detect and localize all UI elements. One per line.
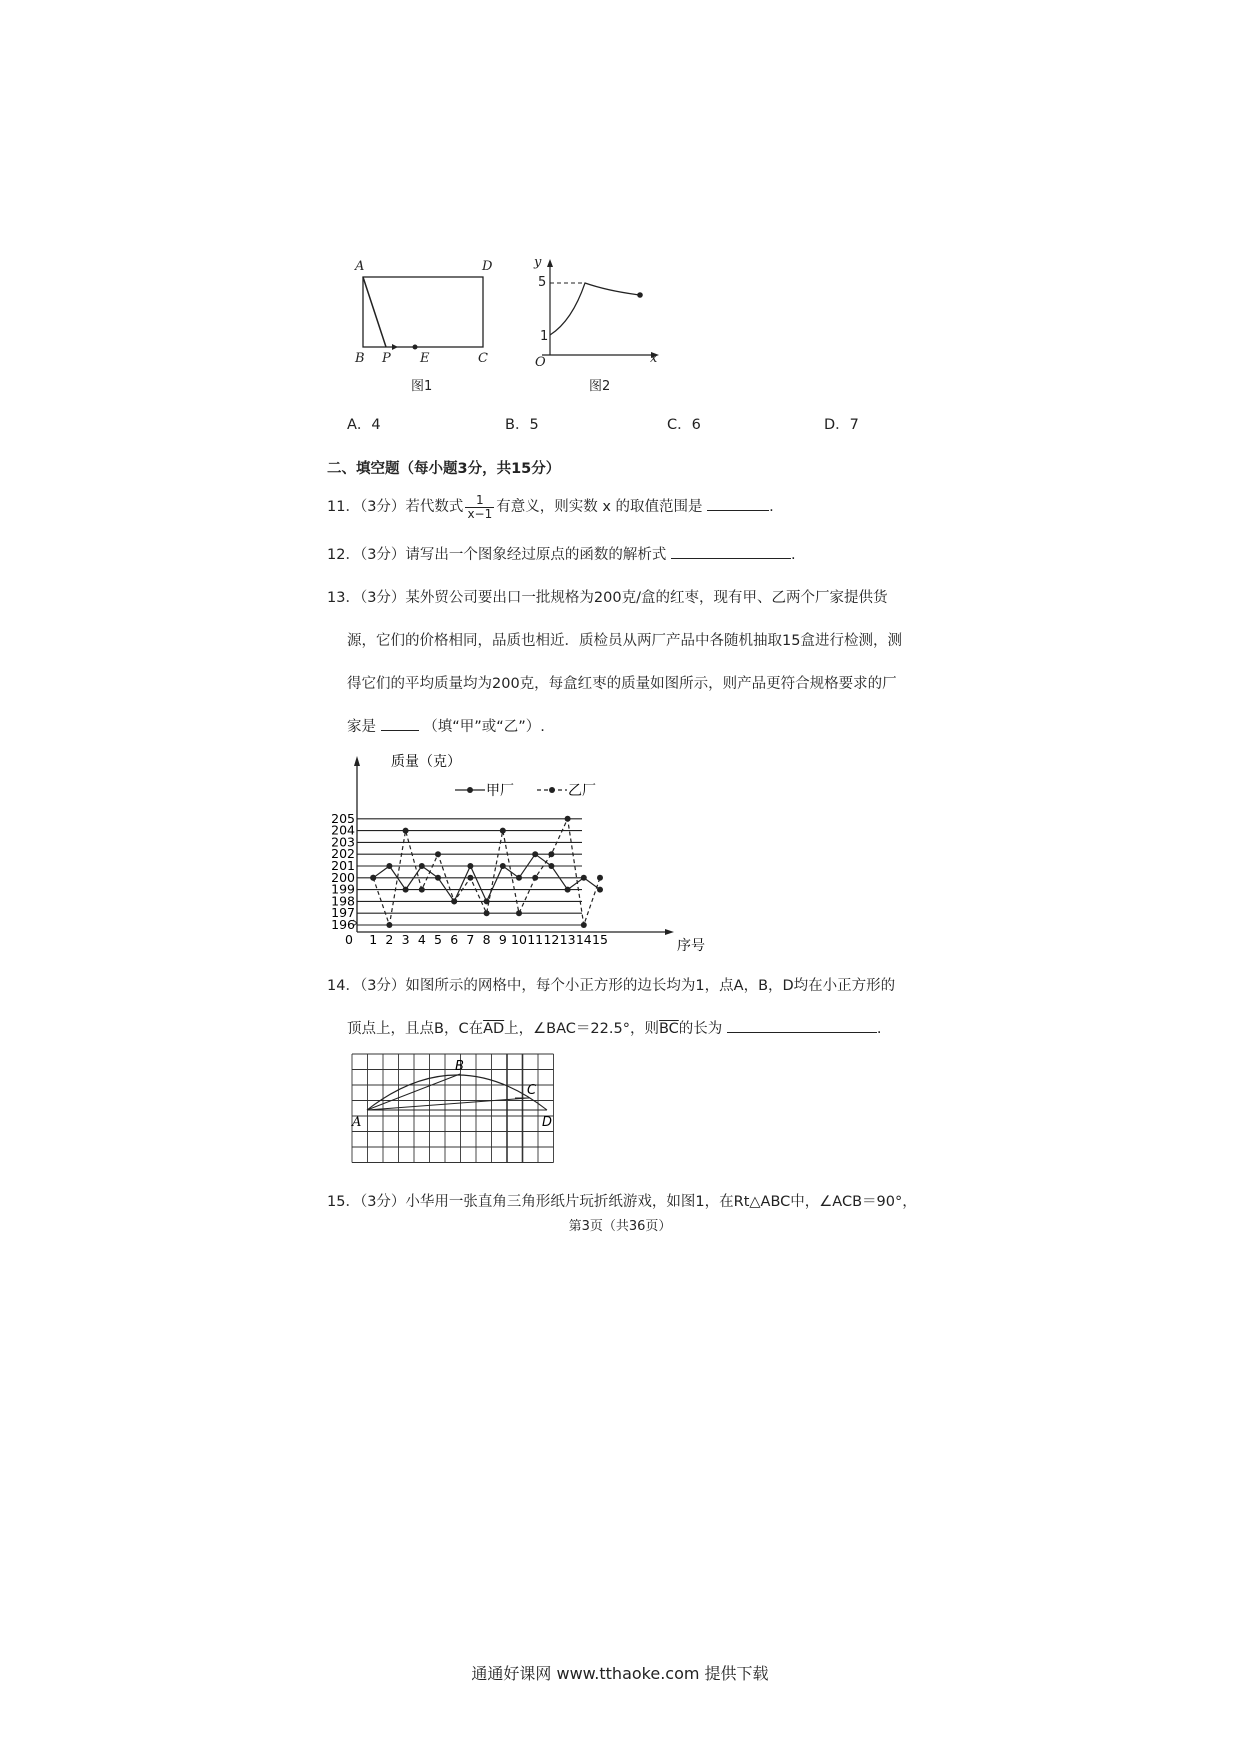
legend-label: 乙厂 xyxy=(568,783,596,799)
data-point xyxy=(419,863,425,869)
data-point xyxy=(403,828,409,834)
grid-label-a: A xyxy=(352,1115,362,1130)
q14-line-1: 14．（3分）如图所示的网格中，每个小正方形的边长均为1，点A，B，D均在小正方形的 xyxy=(327,978,896,994)
data-point xyxy=(451,898,457,904)
grid-label-d: D xyxy=(542,1115,553,1130)
grid-label-c: C xyxy=(527,1083,537,1098)
q14-line-2-prefix: 顶点上，且点B，C在 xyxy=(347,1021,484,1037)
label-a: A xyxy=(355,259,365,274)
y-tick-label: 202 xyxy=(331,846,355,862)
question-12 xyxy=(327,543,796,564)
y-axis-arrow xyxy=(354,756,360,766)
q11-denominator: x−1 xyxy=(467,506,493,521)
chart-legend xyxy=(455,783,596,799)
data-point xyxy=(403,887,409,893)
axis-label-y: y xyxy=(534,255,542,270)
q11-prefix: 11．（3分）若代数式 xyxy=(327,499,464,515)
x-tick-label: 6 xyxy=(450,932,459,947)
y-tick-label: 199 xyxy=(331,881,355,897)
series-line-yi xyxy=(373,819,600,925)
figure-2 xyxy=(520,255,670,365)
option-c: C．6 xyxy=(667,417,701,433)
x-tick-label: 13 xyxy=(559,932,576,947)
chart-y-axis-label: 质量（克） xyxy=(391,754,461,770)
page-number: 第3页（共36页） xyxy=(568,1219,672,1234)
data-point xyxy=(386,922,392,928)
label-c: C xyxy=(478,351,488,366)
label-d: D xyxy=(482,259,493,274)
q13-line-4-prefix: 家是 xyxy=(347,719,376,735)
data-point xyxy=(516,910,522,916)
grid-label-b: B xyxy=(455,1059,464,1074)
option-d: D．7 xyxy=(824,417,859,433)
y-tick-label: 198 xyxy=(331,893,355,909)
figure-1-caption: 图1 xyxy=(411,379,433,394)
q11-numerator: 1 xyxy=(465,494,494,508)
y-tick-label: 196 xyxy=(331,917,355,932)
x-tick-label: 12 xyxy=(543,932,560,947)
q11-end: . xyxy=(769,499,774,515)
segment-ac xyxy=(367,1098,528,1110)
function-curve xyxy=(550,283,640,335)
q15-text: 15．（3分）小华用一张直角三角形纸片玩折纸游戏，如图1，在Rt△ABC中，∠ACB＝90°， xyxy=(327,1194,917,1210)
arrow-head xyxy=(392,344,398,350)
q14-line-2-suffix: 的长为 xyxy=(678,1021,723,1037)
data-point xyxy=(484,910,490,916)
axis-label-x: x xyxy=(650,351,658,366)
grid-figure xyxy=(350,1052,562,1168)
origin-label: O xyxy=(535,355,546,370)
x-axis-arrow xyxy=(665,929,674,935)
data-point xyxy=(532,851,538,857)
x-tick-label: 14 xyxy=(575,932,592,947)
x-tick-label: 1 xyxy=(369,932,378,947)
y-tick-label: 204 xyxy=(331,822,355,838)
x-tick-label: 3 xyxy=(401,932,410,947)
y-tick-label: 201 xyxy=(331,858,355,873)
q12-text: 12．（3分）请写出一个图象经过原点的函数的解析式 xyxy=(327,547,667,563)
q14-line-2 xyxy=(347,1017,882,1038)
mass-chart xyxy=(331,748,725,958)
curve-endpoint xyxy=(637,292,643,298)
y-tick-1: 1 xyxy=(540,329,549,344)
y-tick-label: 205 xyxy=(331,810,355,826)
y-tick-5: 5 xyxy=(538,275,547,290)
data-point xyxy=(565,816,571,822)
arc-ad: $\overline{AD}$ xyxy=(483,1021,505,1037)
q13-line-4 xyxy=(347,715,545,736)
data-point xyxy=(435,851,441,857)
legend-marker xyxy=(467,787,473,793)
x-tick-label: 0 xyxy=(345,932,353,947)
figure-1 xyxy=(350,258,500,366)
data-point xyxy=(435,875,441,881)
q11-answer-blank[interactable] xyxy=(707,496,769,511)
arc-bc: $\overline{BC}$ xyxy=(658,1021,679,1037)
figure-2-caption: 图2 xyxy=(589,379,611,394)
data-point xyxy=(597,887,603,893)
x-tick-label: 11 xyxy=(527,932,544,947)
point-e xyxy=(413,345,418,350)
q14-line-2-mid: 上，∠BAC＝22.5°，则 xyxy=(504,1021,659,1037)
data-point xyxy=(548,863,554,869)
label-e: E xyxy=(420,351,430,366)
option-b: B．5 xyxy=(505,417,539,433)
x-tick-label: 15 xyxy=(592,932,608,947)
option-a: A．4 xyxy=(347,417,381,433)
data-point xyxy=(516,875,522,881)
data-point xyxy=(532,875,538,881)
legend-marker xyxy=(549,787,555,793)
data-point xyxy=(467,875,473,881)
data-point xyxy=(548,851,554,857)
legend-label: 甲厂 xyxy=(486,783,514,799)
q13-line-1: 13．（3分）某外贸公司要出口一批规格为200克/盒的红枣，现有甲、乙两个厂家提供货 xyxy=(327,590,888,606)
data-point xyxy=(467,863,473,869)
label-p: P xyxy=(382,351,391,366)
chart-x-axis-label: 序号 xyxy=(677,938,705,954)
data-point xyxy=(370,875,376,881)
x-tick-label: 9 xyxy=(498,932,507,947)
x-tick-label: 5 xyxy=(434,932,442,947)
y-tick-label: 197 xyxy=(331,905,355,921)
q14-end: . xyxy=(876,1021,882,1037)
q13-line-4-suffix: （填“甲”或“乙”）. xyxy=(423,719,545,735)
x-tick-label: 8 xyxy=(482,932,491,947)
x-tick-label: 2 xyxy=(385,932,394,947)
question-11 xyxy=(327,490,774,524)
data-point xyxy=(565,887,571,893)
q13-line-2: 源，它们的价格相同，品质也相近．质检员从两厂产品中各随机抽取15盒进行检测，测 xyxy=(347,633,902,649)
x-tick-label: 7 xyxy=(466,932,475,947)
x-tick-label: 10 xyxy=(511,932,527,947)
footer-text: 通通好课网 www.tthaoke.com 提供下载 xyxy=(471,1664,769,1683)
q13-line-3: 得它们的平均质量均为200克，每盒红枣的质量如图所示，则产品更符合规格要求的厂 xyxy=(347,676,897,692)
y-tick-label: 203 xyxy=(331,834,355,850)
arc-ad-curve xyxy=(367,1075,547,1110)
data-point xyxy=(500,863,506,869)
q12-end: . xyxy=(791,547,796,563)
q11-suffix: 有意义，则实数 x 的取值范围是 xyxy=(496,499,703,515)
data-point xyxy=(581,875,587,881)
data-point xyxy=(597,875,603,881)
q14-answer-blank[interactable] xyxy=(727,1018,877,1033)
data-point xyxy=(419,887,425,893)
section-2-heading: 二、填空题（每小题3分，共15分） xyxy=(327,461,561,477)
y-tick-label: 200 xyxy=(331,869,355,885)
data-point xyxy=(500,828,506,834)
data-point xyxy=(386,863,392,869)
segment-ap xyxy=(363,277,386,347)
q12-answer-blank[interactable] xyxy=(671,544,791,559)
x-tick-label: 4 xyxy=(417,932,426,947)
q13-answer-blank[interactable] xyxy=(381,716,419,731)
label-b: B xyxy=(355,351,365,366)
q11-fraction xyxy=(465,494,494,521)
data-point xyxy=(581,922,587,928)
